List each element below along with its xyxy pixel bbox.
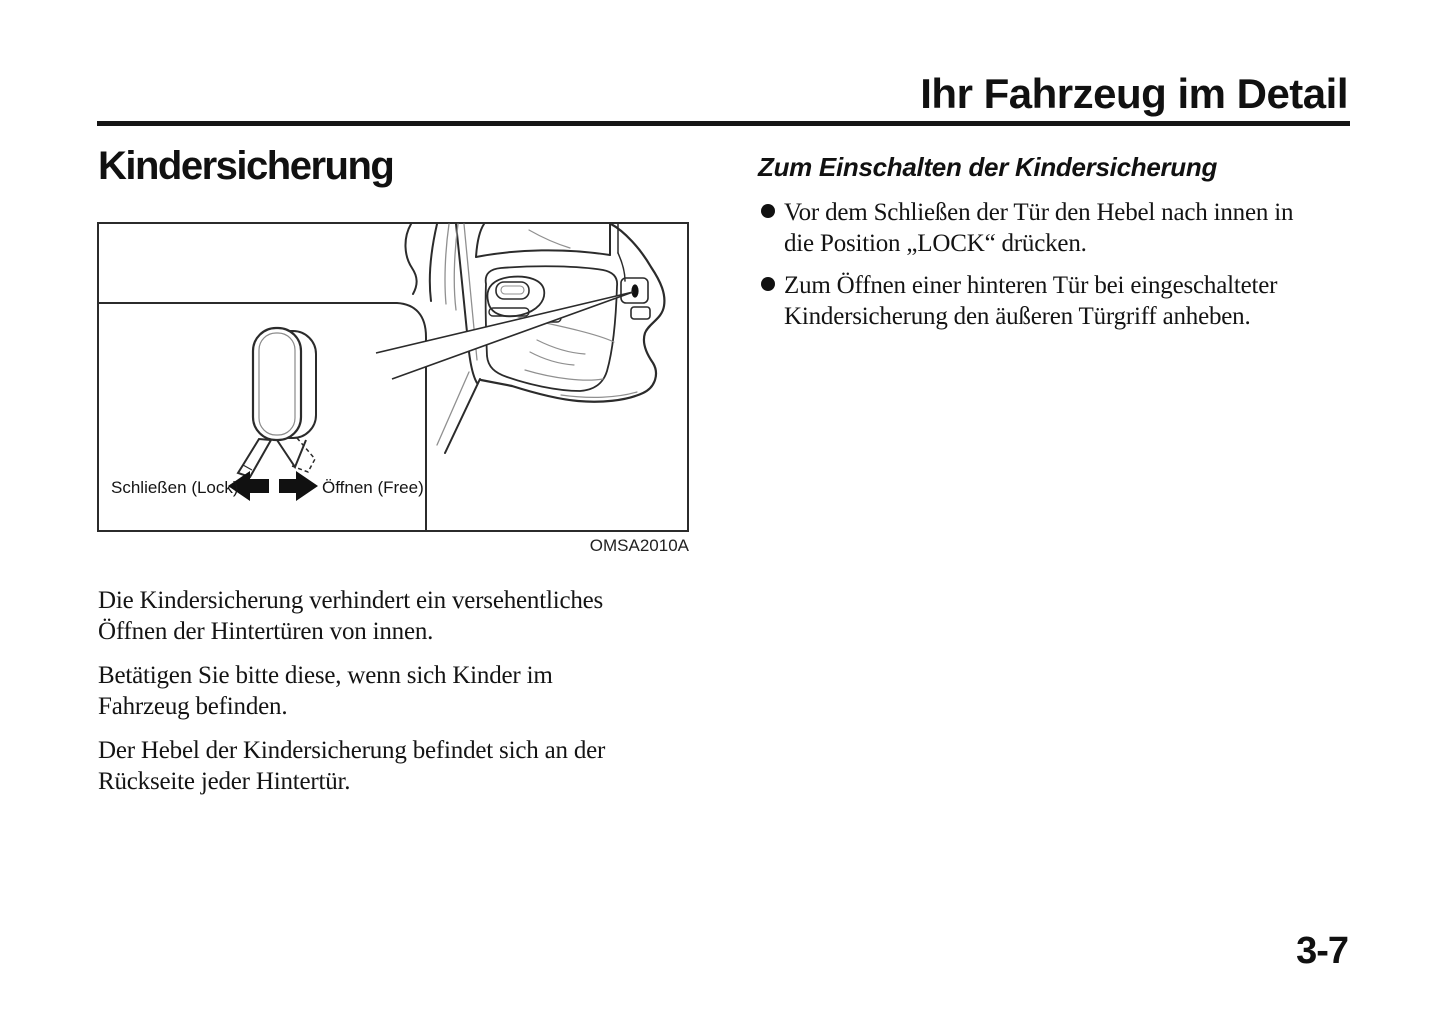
bullet-icon: [761, 277, 775, 291]
page-title: Ihr Fahrzeug im Detail: [920, 70, 1348, 117]
paragraph-line: Der Hebel der Kindersicherung befindet sich an der: [98, 737, 606, 764]
free-direction-arrow-icon: [279, 471, 318, 501]
paragraph-line: Betätigen Sie bitte diese, wenn sich Kinder im: [98, 662, 553, 689]
bullet-line: die Position „LOCK“ drücken.: [784, 230, 1087, 257]
child-lock-slot: [631, 284, 638, 297]
door-latch: [631, 307, 650, 319]
figure-code: OMSA2010A: [589, 536, 689, 555]
right-column: [758, 151, 1368, 343]
paragraph: [98, 585, 718, 647]
page-number: 3-7: [1296, 930, 1348, 972]
bullet-line: Vor dem Schließen der Tür den Hebel nach innen in: [784, 199, 1294, 226]
bullet-line: Kindersicherung den äußeren Türgriff anheben.: [784, 303, 1251, 330]
paragraph: [98, 660, 718, 722]
list-item: [758, 270, 1368, 332]
bullet-line: Zum Öffnen einer hinteren Tür bei eingeschalteter: [784, 272, 1278, 299]
free-label: Öffnen (Free): [322, 478, 424, 497]
bullet-icon: [761, 204, 775, 218]
body-text: [98, 585, 718, 810]
paragraph: [98, 735, 718, 797]
bullet-list: [758, 197, 1368, 332]
door-window-sill: [476, 250, 610, 257]
paragraph-line: Fahrzeug befinden.: [98, 693, 288, 720]
paragraph-line: Die Kindersicherung verhindert ein versehentliches: [98, 587, 604, 614]
lever-lock-position: [238, 439, 271, 477]
list-item: [758, 197, 1368, 259]
paragraph-line: Öffnen der Hintertüren von innen.: [98, 618, 434, 645]
child-lock-figure: [97, 222, 689, 532]
lock-label: Schließen (Lock): [111, 478, 239, 497]
child-lock-lever-drawing: [238, 328, 316, 477]
section-heading: Kindersicherung: [98, 144, 394, 188]
sub-heading: Zum Einschalten der Kindersicherung: [758, 152, 1218, 182]
child-lock-illustration: [97, 222, 689, 532]
header-divider: [97, 121, 1350, 126]
paragraph-line: Rückseite jeder Hintertür.: [98, 768, 351, 795]
